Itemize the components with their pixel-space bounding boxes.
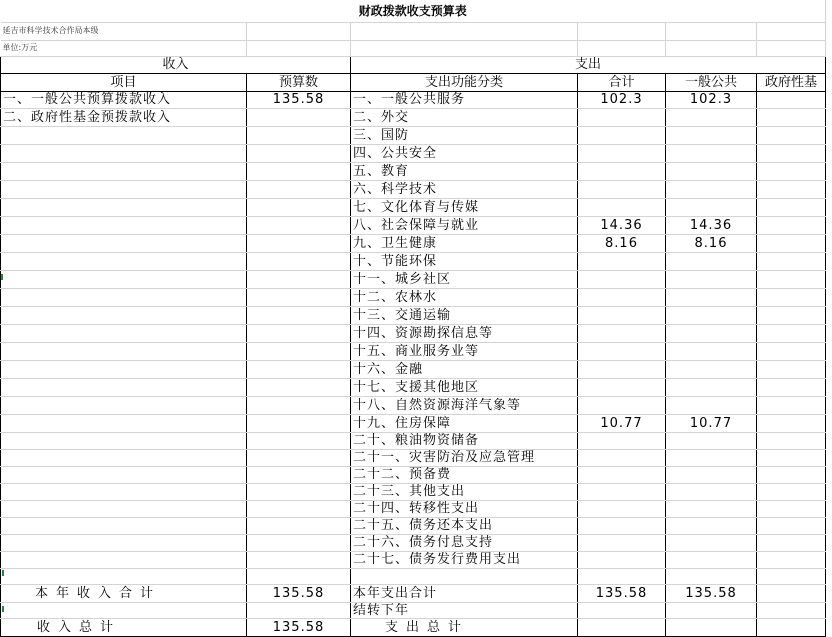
- expense-func-label[interactable]: 二十七、债务发行费用支出: [351, 551, 578, 568]
- expense-gov-fund[interactable]: [757, 342, 826, 360]
- income-item-value[interactable]: [247, 466, 351, 483]
- expense-gov-fund[interactable]: [757, 108, 826, 126]
- expense-general[interactable]: 10.77: [666, 414, 757, 432]
- expense-gov-fund[interactable]: [757, 466, 826, 483]
- col-header-general-public[interactable]: 一般公共: [666, 73, 757, 91]
- blank-cell[interactable]: [757, 584, 826, 602]
- income-item-value[interactable]: [247, 288, 351, 306]
- col-header-item[interactable]: 项目: [1, 73, 247, 91]
- expense-total[interactable]: [578, 198, 666, 216]
- expense-year-total[interactable]: 135.58: [578, 584, 666, 602]
- expense-general[interactable]: [666, 500, 757, 517]
- expense-gov-fund[interactable]: [757, 91, 826, 108]
- expense-func-label[interactable]: 十三、交通运输: [351, 306, 578, 324]
- expense-general[interactable]: 102.3: [666, 91, 757, 108]
- blank-cell[interactable]: [247, 568, 351, 584]
- income-item-label[interactable]: [1, 378, 247, 396]
- expense-func-label[interactable]: 十四、资源勘探信息等: [351, 324, 578, 342]
- expense-func-label[interactable]: 十、节能环保: [351, 252, 578, 270]
- expense-general[interactable]: [666, 144, 757, 162]
- expense-general[interactable]: [666, 517, 757, 534]
- expense-gov-fund[interactable]: [757, 198, 826, 216]
- blank-cell[interactable]: [757, 602, 826, 618]
- expense-total[interactable]: 102.3: [578, 91, 666, 108]
- expense-gov-fund[interactable]: [757, 288, 826, 306]
- income-item-value[interactable]: [247, 198, 351, 216]
- income-item-value[interactable]: [247, 378, 351, 396]
- income-item-label[interactable]: [1, 180, 247, 198]
- blank-cell[interactable]: [351, 568, 578, 584]
- expense-gov-fund[interactable]: [757, 396, 826, 414]
- expense-total[interactable]: [578, 162, 666, 180]
- income-item-value[interactable]: [247, 180, 351, 198]
- expense-gov-fund[interactable]: [757, 378, 826, 396]
- expense-func-label[interactable]: 二、外交: [351, 108, 578, 126]
- income-item-value[interactable]: [247, 216, 351, 234]
- expense-func-label[interactable]: 十七、支援其他地区: [351, 378, 578, 396]
- income-item-value[interactable]: [247, 342, 351, 360]
- expense-total[interactable]: [578, 534, 666, 551]
- income-item-value[interactable]: [247, 396, 351, 414]
- expense-func-label[interactable]: 二十三、其他支出: [351, 483, 578, 500]
- expense-general[interactable]: [666, 180, 757, 198]
- blank-cell[interactable]: [757, 568, 826, 584]
- income-item-label[interactable]: [1, 288, 247, 306]
- cell[interactable]: [351, 22, 578, 40]
- income-grand-total-label[interactable]: 收入总计: [1, 618, 247, 636]
- expense-func-label[interactable]: 二十二、预备费: [351, 466, 578, 483]
- expense-total[interactable]: [578, 180, 666, 198]
- income-item-value[interactable]: [247, 432, 351, 449]
- income-item-value[interactable]: [247, 270, 351, 288]
- expense-gov-fund[interactable]: [757, 270, 826, 288]
- income-item-label[interactable]: [1, 162, 247, 180]
- cell-comment-marker: [2, 570, 4, 576]
- expense-general[interactable]: [666, 198, 757, 216]
- expense-func-label[interactable]: 十九、住房保障: [351, 414, 578, 432]
- expense-gov-fund[interactable]: [757, 432, 826, 449]
- expense-func-label[interactable]: 二十四、转移性支出: [351, 500, 578, 517]
- carry-forward-label[interactable]: 结转下年: [351, 602, 578, 618]
- income-item-value[interactable]: [247, 449, 351, 466]
- expense-general[interactable]: [666, 378, 757, 396]
- income-item-label[interactable]: [1, 500, 247, 517]
- expense-total[interactable]: [578, 342, 666, 360]
- expense-total[interactable]: [578, 144, 666, 162]
- cell[interactable]: [247, 22, 351, 40]
- expense-general[interactable]: 14.36: [666, 216, 757, 234]
- expense-general[interactable]: [666, 108, 757, 126]
- income-item-value[interactable]: [247, 234, 351, 252]
- expense-gov-fund[interactable]: [757, 500, 826, 517]
- expense-general[interactable]: [666, 432, 757, 449]
- expense-func-label[interactable]: 十二、农林水: [351, 288, 578, 306]
- expense-func-label[interactable]: 九、卫生健康: [351, 234, 578, 252]
- sheet-title[interactable]: 财政拨款收支预算表: [1, 0, 826, 22]
- expense-gov-fund[interactable]: [757, 216, 826, 234]
- expense-func-label[interactable]: 二十五、债务还本支出: [351, 517, 578, 534]
- expense-general[interactable]: [666, 126, 757, 144]
- cell-comment-marker: [1, 274, 3, 280]
- cell[interactable]: [578, 22, 666, 40]
- income-item-label[interactable]: [1, 449, 247, 466]
- expense-general[interactable]: [666, 288, 757, 306]
- expense-general[interactable]: [666, 466, 757, 483]
- expense-general[interactable]: [666, 324, 757, 342]
- income-item-label[interactable]: [1, 517, 247, 534]
- blank-cell[interactable]: [578, 602, 666, 618]
- expense-gov-fund[interactable]: [757, 360, 826, 378]
- expense-general[interactable]: [666, 360, 757, 378]
- col-header-budget[interactable]: 预算数: [247, 73, 351, 91]
- expense-func-label[interactable]: 四、公共安全: [351, 144, 578, 162]
- income-item-value[interactable]: [247, 324, 351, 342]
- expense-total[interactable]: [578, 500, 666, 517]
- expense-total[interactable]: [578, 432, 666, 449]
- cell[interactable]: [757, 40, 826, 56]
- income-item-label[interactable]: [1, 306, 247, 324]
- income-item-value[interactable]: 135.58: [247, 91, 351, 108]
- blank-cell[interactable]: [666, 602, 757, 618]
- expense-total[interactable]: [578, 126, 666, 144]
- blank-cell[interactable]: [666, 568, 757, 584]
- expense-gov-fund[interactable]: [757, 306, 826, 324]
- expense-total[interactable]: [578, 288, 666, 306]
- expense-gov-fund[interactable]: [757, 449, 826, 466]
- income-item-label[interactable]: [1, 234, 247, 252]
- expense-gov-fund[interactable]: [757, 551, 826, 568]
- expense-gov-fund[interactable]: [757, 180, 826, 198]
- income-item-value[interactable]: [247, 162, 351, 180]
- expense-total[interactable]: [578, 324, 666, 342]
- cell[interactable]: [666, 40, 757, 56]
- income-item-label[interactable]: [1, 414, 247, 432]
- expense-total[interactable]: [578, 270, 666, 288]
- col-header-total[interactable]: 合计: [578, 73, 666, 91]
- income-item-label[interactable]: [1, 126, 247, 144]
- income-item-value[interactable]: [247, 500, 351, 517]
- expense-gov-fund[interactable]: [757, 234, 826, 252]
- cell-comment-marker: [2, 606, 4, 612]
- cell[interactable]: [757, 22, 826, 40]
- expense-gov-fund[interactable]: [757, 483, 826, 500]
- unit-name[interactable]: 延吉市科学技术合作局本级: [1, 22, 247, 40]
- expense-func-label[interactable]: 六、科学技术: [351, 180, 578, 198]
- expense-func-label[interactable]: 二十一、灾害防治及应急管理: [351, 449, 578, 466]
- cell[interactable]: [247, 40, 351, 56]
- expense-year-general[interactable]: 135.58: [666, 584, 757, 602]
- expense-func-label[interactable]: 七、文化体育与传媒: [351, 198, 578, 216]
- income-item-value[interactable]: [247, 534, 351, 551]
- income-item-label[interactable]: [1, 252, 247, 270]
- blank-cell[interactable]: [1, 568, 247, 584]
- expense-general[interactable]: [666, 396, 757, 414]
- cell[interactable]: [351, 40, 578, 56]
- expense-grand-total-label[interactable]: 支出总计: [351, 618, 578, 636]
- expense-total[interactable]: [578, 517, 666, 534]
- blank-cell[interactable]: [578, 568, 666, 584]
- income-item-value[interactable]: [247, 517, 351, 534]
- expense-general[interactable]: [666, 551, 757, 568]
- expense-gov-fund[interactable]: [757, 126, 826, 144]
- income-item-value[interactable]: [247, 126, 351, 144]
- blank-cell[interactable]: [666, 618, 757, 636]
- expense-func-label[interactable]: 十五、商业服务业等: [351, 342, 578, 360]
- expense-gov-fund[interactable]: [757, 324, 826, 342]
- expense-total[interactable]: [578, 449, 666, 466]
- expense-func-label[interactable]: 八、社会保障与就业: [351, 216, 578, 234]
- expense-gov-fund[interactable]: [757, 162, 826, 180]
- blank-cell[interactable]: [247, 602, 351, 618]
- expense-general[interactable]: [666, 162, 757, 180]
- income-item-label[interactable]: [1, 551, 247, 568]
- income-item-label[interactable]: 二、政府性基金预拨款收入: [1, 108, 247, 126]
- expense-general[interactable]: [666, 270, 757, 288]
- expense-total[interactable]: [578, 108, 666, 126]
- income-header[interactable]: 收入: [1, 56, 351, 73]
- income-grand-total-value[interactable]: 135.58: [247, 618, 351, 636]
- expense-gov-fund[interactable]: [757, 144, 826, 162]
- income-item-label[interactable]: [1, 466, 247, 483]
- expense-general[interactable]: [666, 252, 757, 270]
- expense-total[interactable]: 14.36: [578, 216, 666, 234]
- income-item-value[interactable]: [247, 414, 351, 432]
- income-item-label[interactable]: 一、一般公共预算拨款收入: [1, 91, 247, 108]
- blank-cell[interactable]: [757, 618, 826, 636]
- expense-general[interactable]: [666, 534, 757, 551]
- expense-gov-fund[interactable]: [757, 534, 826, 551]
- cell[interactable]: [578, 40, 666, 56]
- expense-year-total-label[interactable]: 本年支出合计: [351, 584, 578, 602]
- expense-func-label[interactable]: 二十六、债务付息支持: [351, 534, 578, 551]
- expense-func-label[interactable]: 一、一般公共服务: [351, 91, 578, 108]
- income-item-value[interactable]: [247, 108, 351, 126]
- expense-total[interactable]: [578, 378, 666, 396]
- income-item-label[interactable]: [1, 216, 247, 234]
- income-year-total-label[interactable]: 本年收入合计: [1, 584, 247, 602]
- expense-header[interactable]: 支出: [351, 56, 826, 73]
- income-item-value[interactable]: [247, 306, 351, 324]
- income-year-total-value[interactable]: 135.58: [247, 584, 351, 602]
- blank-cell[interactable]: [1, 602, 247, 618]
- expense-general[interactable]: [666, 449, 757, 466]
- expense-total[interactable]: [578, 306, 666, 324]
- unit-label[interactable]: 单位:万元: [1, 40, 247, 56]
- expense-func-label[interactable]: 二十、粮油物资储备: [351, 432, 578, 449]
- income-item-label[interactable]: [1, 360, 247, 378]
- col-header-func-class[interactable]: 支出功能分类: [351, 73, 578, 91]
- expense-total[interactable]: 8.16: [578, 234, 666, 252]
- income-item-label[interactable]: [1, 324, 247, 342]
- expense-func-label[interactable]: 十一、城乡社区: [351, 270, 578, 288]
- income-item-value[interactable]: [247, 483, 351, 500]
- expense-general[interactable]: [666, 483, 757, 500]
- expense-func-label[interactable]: 十六、金融: [351, 360, 578, 378]
- income-item-label[interactable]: [1, 534, 247, 551]
- expense-total[interactable]: [578, 252, 666, 270]
- blank-cell[interactable]: [578, 618, 666, 636]
- expense-general[interactable]: [666, 342, 757, 360]
- cell[interactable]: [666, 22, 757, 40]
- income-item-label[interactable]: [1, 198, 247, 216]
- income-item-label[interactable]: [1, 483, 247, 500]
- income-item-value[interactable]: [247, 551, 351, 568]
- expense-gov-fund[interactable]: [757, 517, 826, 534]
- expense-total[interactable]: [578, 466, 666, 483]
- col-header-gov-fund[interactable]: 政府性基: [757, 73, 826, 91]
- expense-gov-fund[interactable]: [757, 414, 826, 432]
- income-item-value[interactable]: [247, 144, 351, 162]
- expense-total[interactable]: [578, 396, 666, 414]
- expense-func-label[interactable]: 三、国防: [351, 126, 578, 144]
- expense-gov-fund[interactable]: [757, 252, 826, 270]
- expense-total[interactable]: [578, 360, 666, 378]
- income-item-label[interactable]: [1, 396, 247, 414]
- income-item-label[interactable]: [1, 432, 247, 449]
- income-item-label[interactable]: [1, 144, 247, 162]
- expense-general[interactable]: 8.16: [666, 234, 757, 252]
- expense-total[interactable]: 10.77: [578, 414, 666, 432]
- income-item-value[interactable]: [247, 360, 351, 378]
- income-item-value[interactable]: [247, 252, 351, 270]
- expense-func-label[interactable]: 五、教育: [351, 162, 578, 180]
- expense-general[interactable]: [666, 306, 757, 324]
- income-item-label[interactable]: [1, 270, 247, 288]
- expense-func-label[interactable]: 十八、自然资源海洋气象等: [351, 396, 578, 414]
- income-item-label[interactable]: [1, 342, 247, 360]
- expense-total[interactable]: [578, 551, 666, 568]
- expense-total[interactable]: [578, 483, 666, 500]
